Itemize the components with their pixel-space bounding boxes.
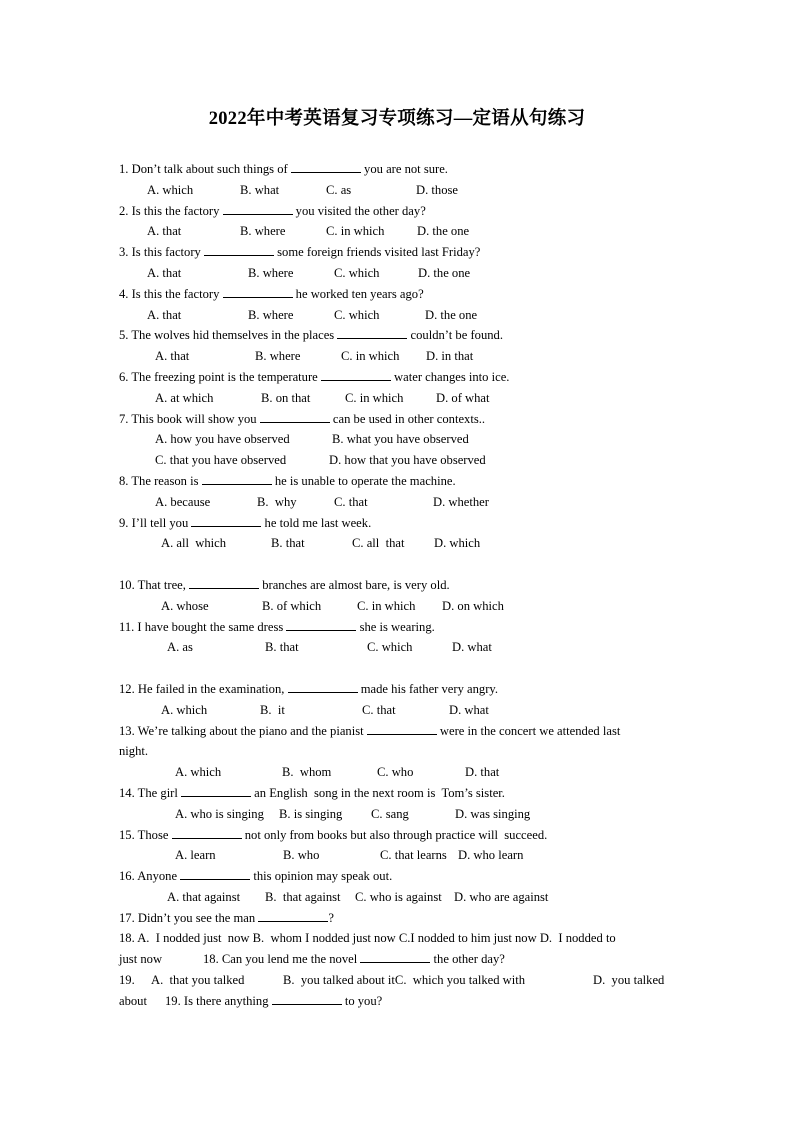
answer-blank [180,866,250,880]
option-b: B. on that [261,390,311,405]
option-b: B. it [260,702,285,717]
option-c: C. that [362,702,396,717]
option-d: D. how that you have observed [329,453,486,468]
question-10: 10. That tree, branches are almost bare, is very old. [119,575,675,596]
question-8: 8. The reason is he is unable to operate the machine. [119,471,675,492]
question-5-options [119,346,675,367]
question-16-options [119,887,675,908]
answer-blank [258,908,328,922]
option-c: C. that [334,494,368,509]
option-b: B. is singing [279,806,343,821]
option-d: D. was singing [455,806,531,821]
question-6: 6. The freezing point is the temperature water changes into ice. [119,367,675,388]
question-3: 3. Is this factory some foreign friends visited last Friday? [119,242,675,263]
answer-blank [288,679,358,693]
question-19: about 19. Is there anything to you? [119,991,675,1012]
option-c: C. as [326,182,352,197]
question-19-options-line: 19. A. that you talked B. you talked about itC. which you talked with D. you talked [119,973,665,988]
option-c: C. in which [357,598,416,613]
answer-blank [260,409,330,423]
answer-blank [191,513,261,527]
question-7-options-cd [119,450,675,471]
question-7: 7. This book will show you can be used in other contexts.. [119,409,675,430]
option-a: A. because [155,494,211,509]
option-a: A. all which [161,536,227,551]
question-18-options-line: 18. A. I nodded just now B. whom I nodded just now C.I nodded to him just now D. I nodded to [119,931,616,946]
option-b: B. what you have observed [332,432,469,447]
option-b: B. where [248,307,294,322]
question-15: 15. Those not only from books but also through practice will succeed. [119,825,675,846]
answer-blank [321,367,391,381]
question-14-options [119,804,675,825]
option-d: D. on which [442,598,504,613]
question-13-continuation: night. [119,744,149,759]
answer-blank [223,284,293,298]
option-b: B. what [240,182,280,197]
option-d: D. that [465,765,500,780]
option-b: B. of which [262,598,322,613]
question-13: 13. We’re talking about the piano and the pianist were in the concert we attended last [119,721,675,742]
option-c: C. in which [341,349,400,364]
option-a: A. that [147,265,182,280]
answer-blank [286,617,356,631]
option-b: B. that against [265,889,341,904]
option-b: B. where [255,349,301,364]
option-d: D. what [452,640,492,655]
option-a: A. which [161,702,208,717]
question-13-options [119,762,675,783]
option-d: D. the one [418,265,471,280]
option-b: B. that [271,536,305,551]
question-9-options [119,533,675,554]
answer-blank [337,325,407,339]
option-b: B. why [257,494,297,509]
option-b: B. where [248,265,294,280]
exercise-body [119,159,675,1012]
option-b: B. who [283,848,320,863]
option-a: A. learn [175,848,216,863]
question-11-options [119,637,675,658]
option-c: C. who [377,765,414,780]
answer-blank [367,721,437,735]
option-c: C. sang [371,806,409,821]
option-c: C. that you have observed [155,453,287,468]
question-5: 5. The wolves hid themselves in the places couldn’t be found. [119,325,675,346]
option-a: A. how you have observed [155,432,290,447]
option-a: A. that against [167,889,241,904]
question-17: 17. Didn’t you see the man ? [119,908,675,929]
question-1: 1. Don’t talk about such things of you are not sure. [119,159,675,180]
option-c: C. which [334,307,380,322]
question-10-options [119,596,675,617]
answer-blank [272,991,342,1005]
option-d: D. what [449,702,489,717]
answer-blank [181,783,251,797]
option-a: A. whose [161,598,209,613]
option-a: A. that [147,307,182,322]
option-a: A. as [167,640,193,655]
question-11: 11. I have bought the same dress she is wearing. [119,617,675,638]
option-a: A. that [147,224,182,239]
option-c: C. in which [326,224,385,239]
option-c: C. which [334,265,380,280]
option-c: C. who is against [355,889,442,904]
question-2: 2. Is this the factory you visited the other day? [119,201,675,222]
question-4: 4. Is this the factory he worked ten years ago? [119,284,675,305]
option-c: C. in which [345,390,404,405]
option-d: D. those [416,182,458,197]
question-18: just now 18. Can you lend me the novel the other day? [119,949,675,970]
answer-blank [223,201,293,215]
answer-blank [172,825,242,839]
option-a: A. who is singing [175,806,264,821]
option-a: A. that [155,349,190,364]
question-1-options [119,180,675,201]
question-16: 16. Anyone this opinion may speak out. [119,866,675,887]
option-d: D. which [434,536,481,551]
option-d: D. of what [436,390,490,405]
option-c: C. which [367,640,413,655]
question-2-options [119,221,675,242]
answer-blank [202,471,272,485]
option-b: B. where [240,224,286,239]
option-d: D. who are against [454,889,549,904]
answer-blank [204,242,274,256]
question-15-options [119,845,675,866]
answer-blank [189,575,259,589]
question-12-options [119,700,675,721]
option-b: B. that [265,640,299,655]
option-a: A. which [147,182,194,197]
question-12: 12. He failed in the examination, made his father very angry. [119,679,675,700]
option-d: D. who learn [458,848,524,863]
question-7-options-ab [119,429,675,450]
option-d: D. the one [425,307,478,322]
question-6-options [119,388,675,409]
answer-blank [291,159,361,173]
option-a: A. at which [155,390,214,405]
answer-blank [360,949,430,963]
option-d: D. whether [433,494,489,509]
question-4-options [119,305,675,326]
option-c: C. that learns [380,848,447,863]
option-c: C. all that [352,536,405,551]
option-b: B. whom [282,765,332,780]
question-3-options [119,263,675,284]
option-d: D. in that [426,349,474,364]
option-d: D. the one [417,224,470,239]
question-9: 9. I’ll tell you he told me last week. [119,513,675,534]
question-8-options [119,492,675,513]
question-14: 14. The girl an English song in the next room is Tom’s sister. [119,783,675,804]
document-title: 2022年中考英语复习专项练习—定语从句练习 [208,109,586,129]
option-a: A. which [175,765,222,780]
